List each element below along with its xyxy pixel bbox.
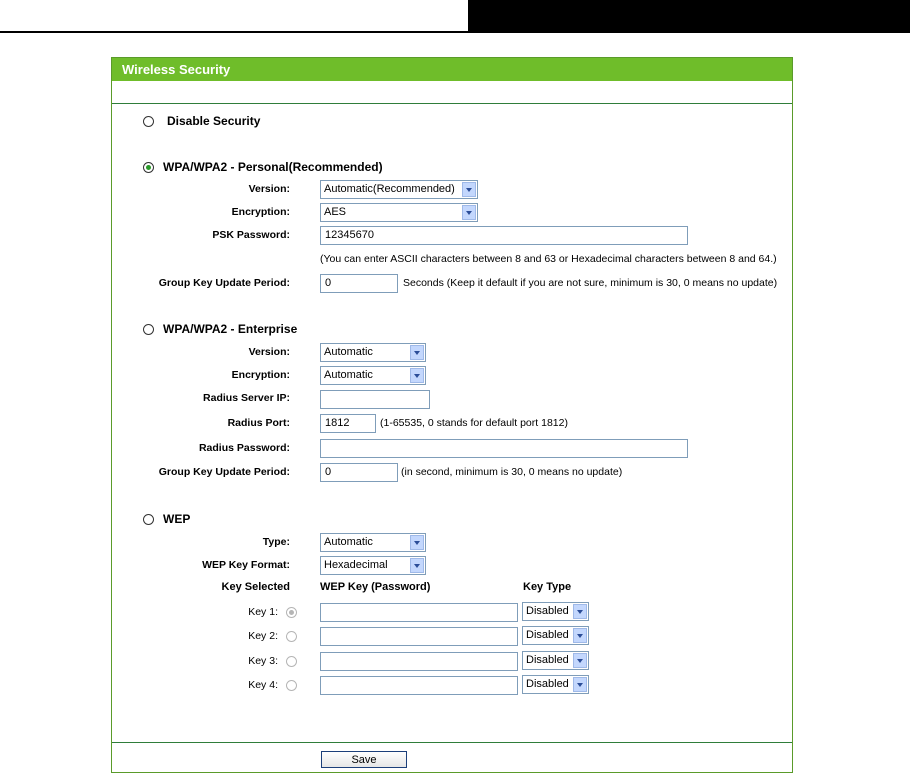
wep-key-format-label: WEP Key Format: bbox=[202, 559, 290, 571]
personal-version-value: Automatic(Recommended) bbox=[324, 183, 455, 195]
enterprise-group-key-hint: (in second, minimum is 30, 0 means no update) bbox=[401, 466, 623, 478]
personal-encryption-value: AES bbox=[324, 206, 347, 218]
key-3-type-value: Disabled bbox=[526, 654, 569, 666]
psk-password-hint: (You can enter ASCII characters between 8 and 63 or Hexadecimal characters between 8 and 64.) bbox=[320, 253, 777, 265]
key-2-type-value: Disabled bbox=[526, 629, 569, 641]
chevron-down-icon bbox=[410, 558, 424, 573]
enterprise-group-key-label: Group Key Update Period: bbox=[158, 466, 290, 478]
radius-port-label: Radius Port: bbox=[227, 417, 290, 429]
save-button[interactable]: Save bbox=[321, 751, 407, 768]
wep-key-format-value: Hexadecimal bbox=[324, 559, 388, 571]
chevron-down-icon bbox=[462, 182, 476, 197]
chevron-down-icon bbox=[410, 368, 424, 383]
key-4-type-select[interactable] bbox=[522, 675, 589, 694]
key-type-header: Key Type bbox=[523, 581, 572, 593]
disable-security-radio[interactable] bbox=[143, 116, 154, 127]
key-selected-header: Key Selected bbox=[221, 581, 290, 593]
radius-server-ip-input[interactable] bbox=[320, 390, 430, 409]
key-3-type-select[interactable] bbox=[522, 651, 589, 670]
disable-security-label: Disable Security bbox=[167, 114, 261, 128]
personal-group-key-hint: Seconds (Keep it default if you are not sure, minimum is 30, 0 means no update) bbox=[403, 277, 778, 289]
chevron-down-icon bbox=[573, 653, 587, 668]
key-4-type-value: Disabled bbox=[526, 678, 569, 690]
key-2-type-select[interactable] bbox=[522, 626, 589, 645]
key-1-radio[interactable] bbox=[286, 607, 297, 618]
wpa-personal-radio[interactable] bbox=[143, 162, 154, 173]
enterprise-encryption-value: Automatic bbox=[324, 369, 373, 381]
chevron-down-icon bbox=[573, 604, 587, 619]
key-1-input[interactable] bbox=[320, 603, 518, 622]
enterprise-version-label: Version: bbox=[248, 346, 290, 358]
enterprise-encryption-label: Encryption: bbox=[231, 369, 290, 381]
key-1-label: Key 1: bbox=[248, 606, 278, 618]
chevron-down-icon bbox=[410, 535, 424, 550]
chevron-down-icon bbox=[410, 345, 424, 360]
wep-radio[interactable] bbox=[143, 514, 154, 525]
wpa-enterprise-title: WPA/WPA2 - Enterprise bbox=[163, 322, 298, 336]
key-3-input[interactable] bbox=[320, 652, 518, 671]
personal-version-select[interactable] bbox=[320, 180, 478, 199]
psk-password-label: PSK Password: bbox=[212, 229, 290, 241]
key-4-input[interactable] bbox=[320, 676, 518, 695]
personal-group-key-label: Group Key Update Period: bbox=[158, 277, 290, 289]
key-1-type-value: Disabled bbox=[526, 605, 569, 617]
header-separator bbox=[112, 103, 792, 104]
wep-type-value: Automatic bbox=[324, 536, 373, 548]
enterprise-group-key-input[interactable]: 0 bbox=[320, 463, 398, 482]
wep-key-format-select[interactable] bbox=[320, 556, 426, 575]
key-1-type-select[interactable] bbox=[522, 602, 589, 621]
personal-encryption-select[interactable] bbox=[320, 203, 478, 222]
wpa-enterprise-radio[interactable] bbox=[143, 324, 154, 335]
wpa-personal-title: WPA/WPA2 - Personal(Recommended) bbox=[163, 160, 383, 174]
personal-encryption-label: Encryption: bbox=[231, 206, 290, 218]
key-2-input[interactable] bbox=[320, 627, 518, 646]
radius-port-input[interactable]: 1812 bbox=[320, 414, 376, 433]
radius-password-input[interactable] bbox=[320, 439, 688, 458]
key-4-radio[interactable] bbox=[286, 680, 297, 691]
key-3-radio[interactable] bbox=[286, 656, 297, 667]
wireless-security-panel bbox=[111, 57, 793, 773]
wep-type-select[interactable] bbox=[320, 533, 426, 552]
radius-port-hint: (1-65535, 0 stands for default port 1812) bbox=[380, 417, 568, 429]
top-black-bar bbox=[468, 0, 910, 33]
key-2-radio[interactable] bbox=[286, 631, 297, 642]
key-4-label: Key 4: bbox=[248, 679, 278, 691]
footer-separator bbox=[112, 742, 792, 743]
key-3-label: Key 3: bbox=[248, 655, 278, 667]
chevron-down-icon bbox=[573, 677, 587, 692]
wep-title: WEP bbox=[163, 512, 191, 526]
chevron-down-icon bbox=[462, 205, 476, 220]
enterprise-version-select[interactable] bbox=[320, 343, 426, 362]
wep-type-label: Type: bbox=[262, 536, 290, 548]
radius-password-label: Radius Password: bbox=[198, 442, 290, 454]
radius-server-ip-label: Radius Server IP: bbox=[203, 392, 290, 404]
wep-key-header: WEP Key (Password) bbox=[320, 581, 431, 593]
personal-version-label: Version: bbox=[248, 183, 290, 195]
personal-group-key-input[interactable]: 0 bbox=[320, 274, 398, 293]
enterprise-encryption-select[interactable] bbox=[320, 366, 426, 385]
panel-title: Wireless Security bbox=[112, 58, 792, 81]
psk-password-input[interactable]: 12345670 bbox=[320, 226, 688, 245]
chevron-down-icon bbox=[573, 628, 587, 643]
top-rule bbox=[0, 31, 470, 33]
key-2-label: Key 2: bbox=[248, 630, 278, 642]
enterprise-version-value: Automatic bbox=[324, 346, 373, 358]
